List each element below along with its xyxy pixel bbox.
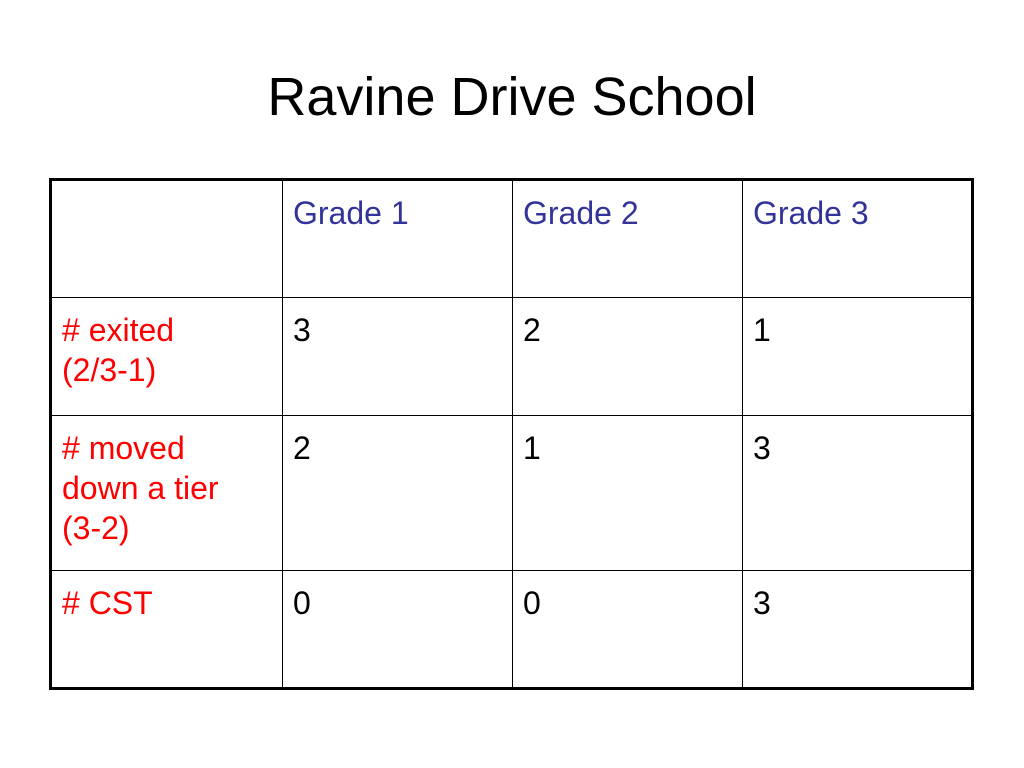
row-label-line: # CST <box>62 585 153 621</box>
row-label-line: # exited <box>62 312 175 348</box>
row-label-line: down a tier <box>62 470 219 506</box>
row-label-cst <box>51 571 283 689</box>
table-cell: 2 <box>283 416 513 571</box>
table-cell: 2 <box>513 298 743 416</box>
results-table <box>49 178 974 690</box>
row-label-line: (3-2) <box>62 510 130 546</box>
table-row-exited <box>51 298 973 416</box>
column-header-grade-1: Grade 1 <box>283 180 513 298</box>
table-cell: 3 <box>283 298 513 416</box>
column-header-grade-2: Grade 2 <box>513 180 743 298</box>
column-header-grade-3: Grade 3 <box>743 180 973 298</box>
row-label-line: (2/3-1) <box>62 352 157 388</box>
table-cell: 0 <box>513 571 743 689</box>
table-cell: 3 <box>743 571 973 689</box>
row-label-exited <box>51 298 283 416</box>
slide-title: Ravine Drive School <box>267 67 757 127</box>
table-corner-cell <box>51 180 283 298</box>
table-cell: 1 <box>743 298 973 416</box>
table-row-moved <box>51 416 973 571</box>
table-header-row <box>51 180 973 298</box>
table-row-cst <box>51 571 973 689</box>
row-label-line: # moved <box>62 430 185 466</box>
row-label-moved <box>51 416 283 571</box>
table-cell: 3 <box>743 416 973 571</box>
table-cell: 1 <box>513 416 743 571</box>
table-cell: 0 <box>283 571 513 689</box>
